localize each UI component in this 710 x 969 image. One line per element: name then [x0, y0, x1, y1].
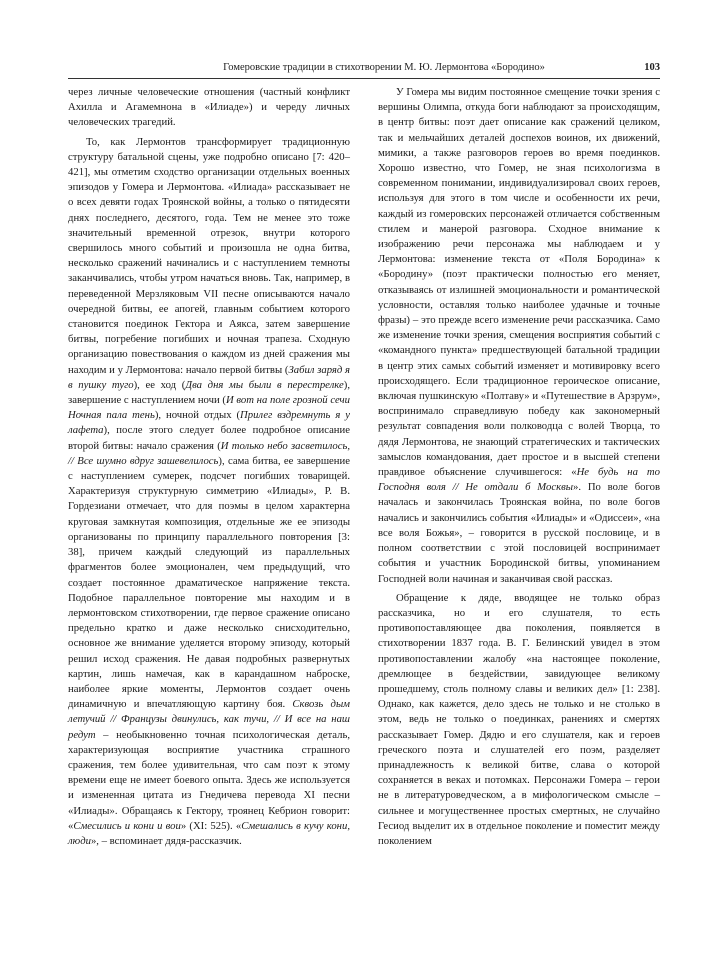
page-number: 103 [644, 62, 660, 73]
italic-quote: Два дня мы были в перестрелке [185, 378, 344, 391]
text-run: ), после этого следует более подробное описание второй битвы: начало сражения ( [68, 424, 350, 452]
italic-quote: Не будь на то Господня воля // Не отдали б Москвы [378, 466, 660, 494]
left-column-paragraph [68, 135, 350, 850]
left-column-paragraph [68, 85, 350, 131]
text-run: У Гомера мы видим постоянное смещение точки зрения с вершины Олимпа, откуда боги наблюдают за происходящим, в центр битвы: поэт дает описание как сражений целиком, так и мельчайших деталей доспехов воинов, их движений, мимики, а также разговоров героев во время поединков. Хорошо известно, что Гомер, не зная психологизма в современном понимании, индивидуализировал своих героев, используя для этого в том числе и особенности их речи, каждый из гомеровских персонажей отличается собственным стилем и манерой разговора. Сходное внимание к изображению речи персонажа мы наблюдаем и у Лермонтова: изменение текста от «Поля Бородина» к «Бородину» (поэт практически полностью его меняет, отказываясь от излишней эмоциональности и романтической условности, оставляя только наиболее удачные и точные фразы) – это прежде всего изменение речи рассказчика. Само же изменение точки зрения, смещения восприятия событий с «командного пункта» предшествующей батальной традиции в центр этих самых событий изменяет и мотивировку всего происходящего. Если традиционное героическое описание, включая пушкинскую «Полтаву» и «Путешествие в Арзрум», воспринимало справедливую победу как закономерный результат совпадения воли полководца с волей Творца, то дядя Лермонтова, не знающий стратегических и тактических замыслов командования, дает простое и в высшей степени правдивое объяснение случившегося: « [378, 86, 660, 479]
italic-quote: Смесились и кони и вои [73, 819, 181, 832]
text-run: ». По воле богов началась и закончилась Троянская война, по воле богов начались и закончились события «Илиады» и «Одиссеи», «на все воля Божья», – говорится в русской пословице, и в полном соответствии с этой пословицей воспринимает события и участник Бородинской битвы, упоминанием Господней воли начиная и заканчивая свой рассказ. [378, 481, 660, 585]
text-run: То, как Лермонтов трансформирует традиционную структуру батальной сцены, уже подробно описано [7: 420–421], мы отметим сходство организации отдельных военных эпизодов у Гомера и Лермонтова. «Илиада» рассказывает не о всех девяти годах Троянской войны, а только о пятидесяти днях последнего, десятого, года. Тем не менее это тоже значительный временной отрезок, внутри которого свершилось много событий и произошла не одна битва, несколько сражений начинались и с наступлением темноты заканчивались, чтобы утром начаться вновь. Так, например, в переведенной Мерзляковым VII песне описываются начало очередной битвы, ее апогей, главным событием которого становится поединок Гектора и Аякса, затем завершение битвы, погребение погибших и ночная трапеза. Сходную организацию повествования о каждом из дней сражения мы находим и у Лермонтова: начало первой битвы ( [68, 135, 350, 376]
italic-quote: Прилег вздремнуть я у лафета [68, 409, 350, 437]
text-run: – необыкновенно точная психологическая деталь, характеризующая восприятие участника страшного сражения, тем более удивительная, что сам поэт к этому времени еще не имеет боевого опыта. Здесь же используется и измененная цитата из Гнедичева перевода XI песни «Илиады». Обращаясь к Гектору, троянец Кебрион говорит: « [68, 728, 350, 832]
italic-quote: Забил заряд я в пушку туго [68, 363, 350, 391]
right-column-paragraph [378, 591, 660, 849]
text-run: ), ночной отдых ( [154, 409, 241, 422]
text-run: » (XI: 525). « [180, 819, 242, 832]
running-head [68, 62, 660, 78]
left-column [68, 85, 350, 853]
italic-quote: И только небо засветилось, // Все шумно вдруг зашевелилось [68, 439, 350, 467]
text-run: ), завершение с наступлением ночи ( [68, 378, 351, 407]
text-run: », – вспоминает дядя-рассказчик. [90, 834, 242, 847]
text-run: ), ее ход ( [133, 378, 186, 391]
italic-quote: Сквозь дым летучий // Французы двинулись, как тучи, // И все на наш редут [68, 698, 351, 741]
italic-quote: Смешались в кучу кони, люди [68, 819, 350, 847]
text-run: ), сама битва, ее завершение с наступлением сумерек, подсчет погибших товарищей. Характеризуя структурную симметрию «Илиады», Р. В. Гордезиани отмечает, что для поэмы в целом характерна круговая замкнутая композиция, отдельные же ее эпизоды организованы по принципу параллельного повторения [3: 38], причем каждый следующий из параллельных фрагментов более эмоционален, чем предыдущий, что создает постоянное драматическое напряжение текста. Подобное параллельное повторение мы находим и в лермонтовском стихотворении, где первое сражение описано предельно кратко и даже несколько снисходительно, основное же внимание уделяется второму эпизоду, который решил исход сражения. Не давая подробных развернутых картин, лишь намечая, как в карандашном наброске, наиболее яркие моменты, Лермонтов создает очень динамичную и впечатляющую картину боя. [68, 454, 350, 711]
italic-quote: И вот на поле грозной сечи Ночная пала тень [68, 394, 350, 422]
right-column-paragraph [378, 85, 660, 587]
right-column [378, 85, 660, 853]
running-title: Гомеровские традиции в стихотворении М. Ю. Лермонтова «Бородино» [223, 62, 545, 73]
text-run: через личные человеческие отношения (частный конфликт Ахилла и Агамемнона в «Илиаде») и череду личных человеческих трагедий. [68, 86, 350, 129]
header-rule [68, 78, 660, 79]
text-run: Обращение к дяде, вводящее не только образ рассказчика, но и его слушателя, то есть противопоставляющее два поколения, появляется в стихотворении 1837 года. В. Г. Белинский увидел в этом противопоставлении жалобу «на настоящее поколение, дремлющее в бездействии, завидующее великому прошедшему, столь полному славы и великих дел» [1: 238]. Однако, как кажется, дело здесь не только и не столько в этом, ведь не только о поединках, ранениях и смертях рассказывает Гомер. Дядю и его слушателя, как и героев греческого поэта и слушателей его поэм, разделяет принадлежность к великой битве, слава о которой сохраняется в веках и потомках. Персонажи Гомера – герои не в литературоведческом, а в мифологическом смысле – сильнее и могущественнее простых смертных, не случайно Гесиод выделит их в отдельное поколение и поместит между поколением [378, 591, 660, 847]
